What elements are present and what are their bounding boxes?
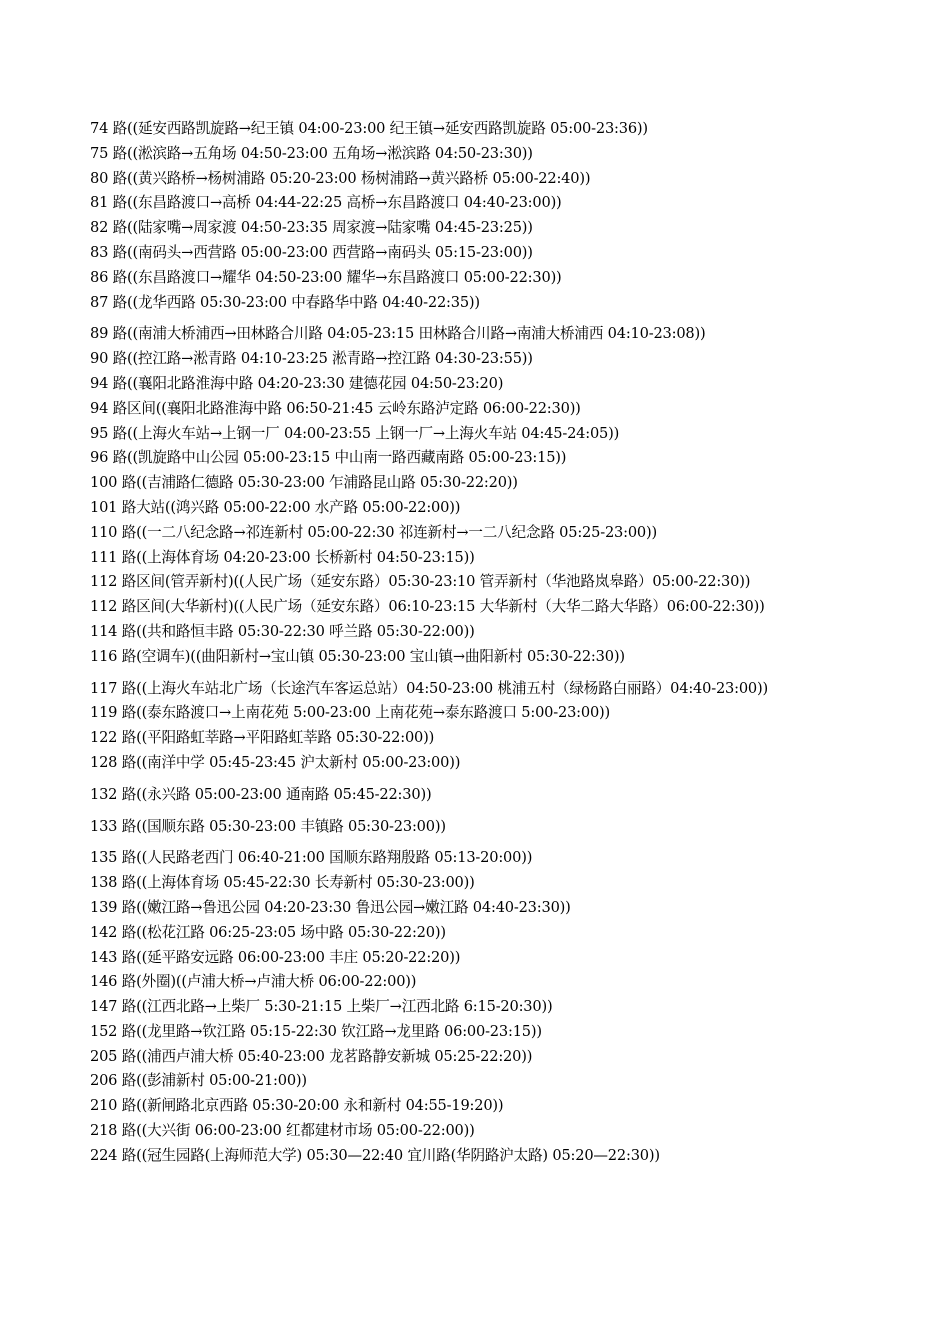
route-line: 83 路((南码头→西营路 05:00-23:00 西营路→南码头 05:15-23:00)): [90, 243, 533, 261]
route-line: 117 路((上海火车站北广场（长途汽车客运总站）04:50-23:00 桃浦五村（绿杨路白丽路）04:40-23:00)): [90, 679, 769, 697]
route-line: 80 路((黄兴路桥→杨树浦路 05:20-23:00 杨树浦路→黄兴路桥 05:00-22:40)): [90, 169, 591, 187]
route-line: 87 路((龙华西路 05:30-23:00 中春路华中路 04:40-22:35)): [90, 293, 480, 311]
route-line: 224 路((冠生园路(上海师范大学) 05:30—22:40 宜川路(华阴路沪太路) 05:20—22:30)): [90, 1146, 660, 1164]
route-line: 119 路((泰东路渡口→上南花苑 5:00-23:00 上南花苑→泰东路渡口 5:00-23:00)): [90, 704, 611, 722]
route-line: 147 路((江西北路→上柴厂 5:30-21:15 上柴厂→江西北路 6:15-20:30)): [90, 998, 553, 1016]
route-line: 74 路((延安西路凯旋路→纪王镇 04:00-23:00 纪王镇→延安西路凯旋路 05:00-23:36)): [90, 120, 648, 137]
route-line: 90 路((控江路→淞青路 04:10-23:25 淞青路→控江路 04:30-23:55)): [90, 350, 533, 368]
route-line: 116 路(空调车)((曲阳新村→宝山镇 05:30-23:00 宝山镇→曲阳新村 05:30-22:30)): [90, 647, 625, 665]
route-line: 89 路((南浦大桥浦西→田林路合川路 04:05-23:15 田林路合川路→南浦大桥浦西 04:10-23:08)): [90, 325, 706, 343]
route-line: 112 路区间(大华新村)((人民广场（延安东路）06:10-23:15 大华新村（大华二路大华路）06:00-22:30)): [90, 598, 765, 616]
route-line: 210 路((新闸路北京西路 05:30-20:00 永和新村 04:55-19:20)): [90, 1097, 504, 1115]
route-line: 114 路((共和路恒丰路 05:30-22:30 呼兰路 05:30-22:00)): [90, 622, 475, 640]
route-line: 94 路((襄阳北路淮海中路 04:20-23:30 建德花园 04:50-23:20): [90, 374, 504, 392]
route-line: 206 路((彭浦新村 05:00-21:00)): [90, 1072, 307, 1090]
route-line: 218 路((大兴街 06:00-23:00 红都建材市场 05:00-22:00)): [90, 1122, 475, 1140]
route-line: 133 路((国顺东路 05:30-23:00 丰镇路 05:30-23:00)): [90, 817, 446, 835]
route-line: 96 路((凯旋路中山公园 05:00-23:15 中山南一路西藏南路 05:00-23:15)): [90, 449, 567, 467]
route-line: 86 路((东昌路渡口→耀华 04:50-23:00 耀华→东昌路渡口 05:00-22:30)): [90, 268, 562, 286]
route-line: 139 路((嫩江路→鲁迅公园 04:20-23:30 鲁迅公园→嫩江路 04:40-23:30)): [90, 898, 571, 916]
route-line: 128 路((南洋中学 05:45-23:45 沪太新村 05:00-23:00)): [90, 753, 461, 771]
route-line: 101 路大站((鸿兴路 05:00-22:00 水产路 05:00-22:00)): [90, 498, 461, 516]
route-line: 110 路((一二八纪念路→祁连新村 05:00-22:30 祁连新村→一二八纪念路 05:25-23:00)): [90, 523, 658, 541]
route-line: 122 路((平阳路虹莘路→平阳路虹莘路 05:30-22:00)): [90, 729, 435, 747]
route-line: 138 路((上海体育场 05:45-22:30 长寿新村 05:30-23:00)): [90, 874, 475, 892]
route-line: 81 路((东昌路渡口→高桥 04:44-22:25 高桥→东昌路渡口 04:40-23:00)): [90, 194, 562, 212]
route-line: 143 路((延平路安远路 06:00-23:00 丰庄 05:20-22:20)): [90, 948, 461, 966]
route-line: 82 路((陆家嘴→周家渡 04:50-23:35 周家渡→陆家嘴 04:45-23:25)): [90, 219, 533, 237]
route-line: 132 路((永兴路 05:00-23:00 通南路 05:45-22:30)): [90, 785, 432, 803]
route-line: 205 路((浦西卢浦大桥 05:40-23:00 龙茗路静安新城 05:25-22:20)): [90, 1047, 533, 1065]
route-line: 111 路((上海体育场 04:20-23:00 长桥新村 04:50-23:15)): [90, 548, 475, 566]
route-line: 100 路((吉浦路仁德路 05:30-23:00 乍浦路昆山路 05:30-22:20)): [90, 474, 518, 492]
route-line: 75 路((淞滨路→五角场 04:50-23:00 五角场→淞滨路 04:50-23:30)): [90, 144, 533, 162]
route-line: 152 路((龙里路→钦江路 05:15-22:30 钦江路→龙里路 06:00-23:15)): [90, 1022, 542, 1040]
route-line: 95 路((上海火车站→上钢一厂 04:00-23:55 上钢一厂→上海火车站 04:45-24:05)): [90, 424, 620, 442]
route-line: 146 路(外圈)((卢浦大桥→卢浦大桥 06:00-22:00)): [90, 973, 417, 991]
route-line: 142 路((松花江路 06:25-23:05 场中路 05:30-22:20)): [90, 923, 446, 941]
route-line: 94 路区间((襄阳北路淮海中路 06:50-21:45 云岭东路泸定路 06:00-22:30)): [90, 399, 581, 417]
route-list: [90, 117, 930, 1169]
route-line: 112 路区间(管弄新村)((人民广场（延安东路）05:30-23:10 管弄新村（华池路岚皋路）05:00-22:30)): [90, 573, 751, 591]
route-line: 135 路((人民路老西门 06:40-21:00 国顺东路翔殷路 05:13-20:00)): [90, 849, 533, 867]
